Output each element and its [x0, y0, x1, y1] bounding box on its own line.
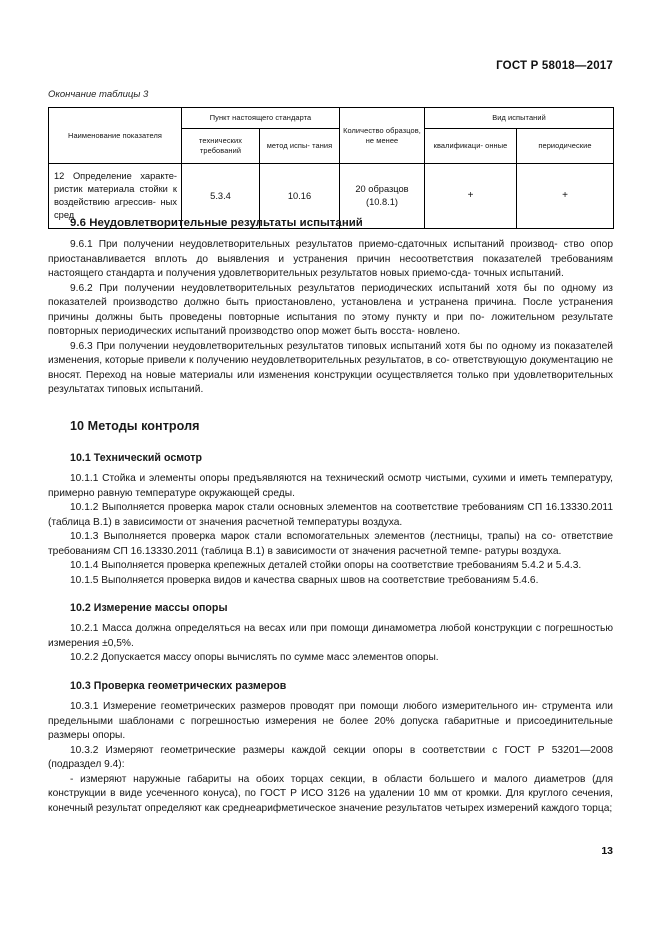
table-cell-name: 12 Определение характе- ристик материала стойки к воздействию агрессив- ных сред: [49, 164, 182, 229]
page-number: 13: [601, 845, 613, 857]
paragraph-10-2-2: 10.2.2 Допускается массу опоры вычислять по сумме масс элементов опоры.: [70, 652, 439, 664]
list-item-10-3-2-a: - измеряют наружные габариты на обоих торцах секции, в области большего и малого диаметров (для конструкции в виде усеченного конуса), по ГОСТ Р ИСО 3126 на удалении 10 мм от кромки. Для круглого сечения, конечный результат определяют как среднеарифметическое значение результатов четырех измерений каждого торца;: [48, 773, 613, 814]
table-header-test-qualification: квалификаци- онные: [425, 129, 517, 164]
paragraph-10-3-2: 10.3.2 Измеряют геометрические размеры каждой секции опоры в соответствии с ГОСТ Р 53201—2008 (подраздел 9.4):: [48, 744, 613, 771]
table-header-row-top: [49, 108, 614, 129]
table-header-test-type-group: Вид испытаний: [425, 108, 614, 129]
table-caption: Окончание таблицы 3: [48, 89, 149, 100]
heading-10-3: 10.3 Проверка геометрических размеров: [70, 680, 287, 693]
running-header: ГОСТ Р 58018—2017: [496, 60, 613, 72]
paragraph-10-1-3: 10.1.3 Выполняется проверка марок стали вспомогательных элементов (лестницы, трапы) на со- ответствие требованиям СП 16.13330.2011 (таблица В.1) в зависимости от значения расчетной темпе- ратуры воздуха.: [48, 531, 613, 557]
table-header-clause-technical: технических требований: [182, 129, 260, 164]
body-text-flow: [48, 217, 613, 816]
heading-10-1: 10.1 Технический осмотр: [70, 452, 203, 465]
heading-9-6: 9.6 Неудовлетворительные результаты испытаний: [70, 217, 363, 229]
paragraph-10-1-4: 10.1.4 Выполняется проверка крепежных деталей стойки опоры на соответствие требованиям 5.4.2 и 5.4.3.: [70, 560, 582, 572]
paragraph-9-6-1: 9.6.1 При получении неудовлетворительных результатов приемо-сдаточных испытаний производ- ство опор приостанавливается вплоть до выявления и устранения причин несоответствия показателей требованиям настоящего стандарта и получения удовлетворительных результатов новых приемо-сда- точных испытаний.: [48, 239, 613, 280]
paragraph-10-1-2: 10.1.2 Выполняется проверка марок стали основных элементов на соответствие требованиям СП 16.13330.2011 (таблица В.1) в зависимости от значения расчетной температуры воздуха.: [48, 502, 613, 528]
paragraph-10-1-5: 10.1.5 Выполняется проверка видов и качества сварных швов на соответствие требованиям 5.4.6.: [70, 574, 539, 586]
table-cell-test-qualification: +: [425, 164, 517, 229]
table-cell-samples: 20 образцов (10.8.1): [340, 164, 425, 229]
paragraph-10-1-1: 10.1.1 Стойка и элементы опоры предъявляются на технический осмотр чистыми, сухими и иметь температуру, примерно равную температуре окружающей среды.: [48, 473, 613, 499]
table-cell-clause-technical: 5.3.4: [182, 164, 260, 229]
spacer: [48, 588, 613, 602]
table-header-clause-method: метод испы- тания: [260, 129, 340, 164]
table-cell-clause-method: 10.16: [260, 164, 340, 229]
table-cell-test-periodic: +: [517, 164, 614, 229]
paragraph-10-3-1: 10.3.1 Измерение геометрических размеров проводят при помощи любого измерительного ин- струмента или предельными шаблонами с погрешностью измерения не более 20% допуска габаритные и присоединительные размеры опоры.: [48, 701, 613, 742]
test-methods-table: [48, 107, 614, 229]
table-head: [49, 108, 614, 164]
paragraph-9-6-3: 9.6.3 При получении неудовлетворительных результатов типовых испытаний хотя бы по одному из показателей изменения, которые привели к получению неудовлетворительных результатов, в со- ответствующую документацию не вносят. Переход на новые материалы или изменения конструкции осуществляется только при удовлетворительных результатах типовых испытаний.: [48, 340, 613, 396]
table-header-clause-group: Пункт настоящего стандарта: [182, 108, 340, 129]
spacer: [48, 666, 613, 680]
table-header-name: Наименование показателя: [49, 108, 182, 164]
paragraph-9-6-2: 9.6.2 При получении неудовлетворительных результатов периодических испытаний хотя бы по одному из показателей производство должно быть приостановлено, установлена и устранена причина. После устранения причины должны быть проведены повторные испытания по этому пункту и при по- ложительном результате повторных периодических испытаний производство опор может быть восста- новлено.: [48, 282, 613, 338]
table-header-test-periodic: периодические: [517, 129, 614, 164]
spacer: [48, 398, 613, 419]
spacer: [48, 443, 613, 452]
heading-10-2: 10.2 Измерение массы опоры: [70, 602, 228, 615]
paragraph-10-2-1: 10.2.1 Масса должна определяться на весах или при помощи динамометра любой конструкции с погрешностью измерения ±0,5%.: [48, 623, 613, 649]
heading-10: 10 Методы контроля: [70, 419, 200, 434]
table-header-samples: Количество образцов, не менее: [340, 108, 425, 164]
